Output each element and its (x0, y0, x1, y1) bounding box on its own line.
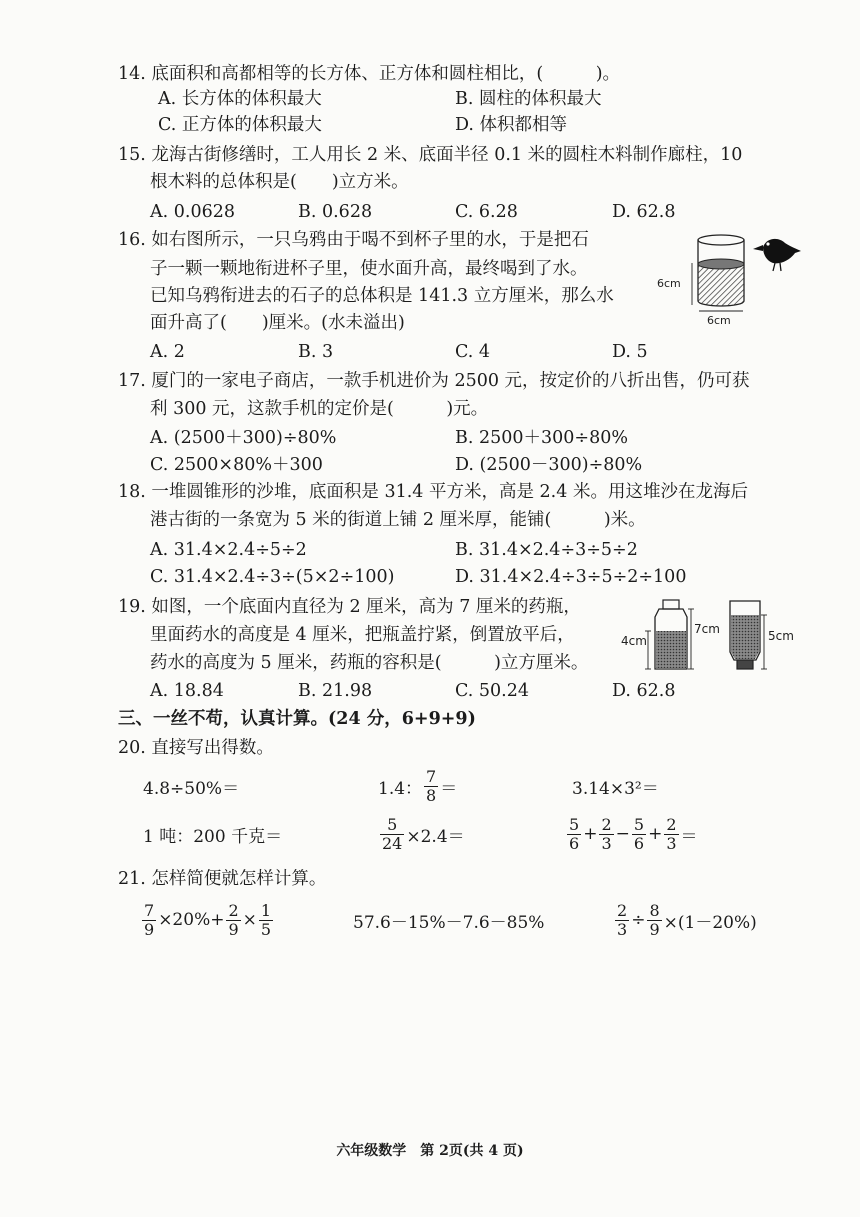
question-18-stem-line2: 港古街的一条宽为 5 米的街道上铺 2 厘米厚，能铺( )米。 (150, 510, 646, 530)
inverted-liquid-height-label: 5cm (768, 629, 794, 643)
q14-option-b: B. 圆柱的体积最大 (455, 89, 602, 109)
q16-option-c: C. 4 (455, 342, 491, 362)
fraction (567, 816, 581, 853)
q20-e5-suffix: ×2.4＝ (406, 826, 465, 847)
q20-e2-suffix: ＝ (440, 778, 458, 799)
operator: × (242, 910, 257, 930)
water-height-label: 6cm (657, 277, 681, 290)
denominator: 9 (228, 919, 239, 939)
fraction (632, 816, 646, 853)
numerator: 7 (144, 900, 155, 920)
page-footer: 六年级数学 第 2页(共 4 页) (336, 1143, 524, 1159)
question-17-stem-line2: 利 300 元，这款手机的定价是( )元。 (150, 399, 489, 419)
numerator: 2 (228, 900, 239, 920)
q19-option-b: B. 21.98 (298, 681, 373, 701)
question-16-stem-line2: 子一颗一颗地衔进杯子里，使水面升高，最终喝到了水。 (150, 259, 588, 279)
bottle-height-label: 7cm (694, 622, 720, 636)
fraction (142, 902, 156, 939)
q20-expression-6 (565, 814, 698, 854)
equals: ＝ (680, 826, 698, 847)
q17-option-b: B. 2500＋300÷80% (455, 428, 628, 448)
q20-e2-prefix: 1.4： (378, 778, 423, 799)
numerator: 2 (601, 814, 612, 834)
q21-e3-tail: ×(1－20%) (663, 912, 757, 933)
fraction (259, 902, 273, 939)
numerator: 7 (426, 766, 437, 786)
crow-icon (753, 239, 801, 271)
fraction (615, 902, 629, 939)
operator: + (648, 824, 663, 844)
medicine-bottles-figure (618, 597, 798, 672)
inverted-bottle-icon (730, 601, 760, 669)
q21-expression-1 (140, 898, 275, 942)
q19-option-a: A. 18.84 (150, 681, 224, 701)
q18-option-d: D. 31.4×2.4÷3÷5÷2÷100 (455, 567, 687, 587)
denominator: 3 (617, 919, 628, 939)
q14-option-d: D. 体积都相等 (455, 115, 568, 135)
fraction (647, 902, 661, 939)
fraction (226, 902, 240, 939)
cup-and-crow-figure (655, 225, 805, 325)
denominator: 9 (649, 919, 660, 939)
q16-option-d: D. 5 (612, 342, 648, 362)
denominator: 24 (382, 833, 403, 853)
question-15-stem-line2: 根木料的总体积是( )立方米。 (150, 172, 409, 192)
q16-option-b: B. 3 (298, 342, 334, 362)
section-3-heading: 三、一丝不苟，认真计算。(24 分，6+9+9) (118, 709, 476, 729)
q14-option-a: A. 长方体的体积最大 (158, 89, 322, 109)
q21-expression-3 (613, 898, 757, 942)
denominator: 5 (260, 919, 272, 939)
numerator: 5 (380, 816, 404, 835)
question-18-stem-line1: 18. 一堆圆锥形的沙堆，底面积是 31.4 平方米，高是 2.4 米。用这堆沙在龙海后 (118, 482, 748, 502)
denominator: 6 (569, 833, 580, 853)
denominator: 9 (144, 919, 155, 939)
numerator: 5 (569, 814, 580, 834)
q20-expression-3 (572, 772, 659, 800)
q19-option-d: D. 62.8 (612, 681, 676, 701)
q20-expression-1 (143, 772, 239, 800)
cup-width-label: 6cm (707, 314, 731, 325)
liquid-height-label: 4cm (621, 634, 647, 648)
q18-option-a: A. 31.4×2.4÷5÷2 (150, 540, 307, 560)
q20-e4-text: 1 吨：200 千克＝ (143, 826, 283, 847)
question-16-stem-line4: 面升高了( )厘米。(水未溢出) (150, 313, 405, 333)
q17-option-d: D. (2500－300)÷80% (455, 455, 643, 475)
q15-option-a: A. 0.0628 (150, 202, 235, 222)
question-15-stem-line1: 15. 龙海古街修缮时，工人用长 2 米、底面半径 0.1 米的圆柱木料制作廊柱，10 (118, 145, 743, 165)
q20-e1-text: 4.8÷50%＝ (143, 778, 240, 799)
q21-expression-2 (353, 906, 544, 934)
q20-expression-5 (378, 814, 465, 854)
numerator: 5 (633, 814, 645, 834)
question-16-stem-line3: 已知乌鸦衔进去的石子的总体积是 141.3 立方厘米，那么水 (150, 286, 614, 306)
fraction (424, 768, 438, 805)
q14-option-c: C. 正方体的体积最大 (158, 115, 322, 135)
question-20-title: 20. 直接写出得数。 (118, 738, 274, 758)
question-17-stem-line1: 17. 厦门的一家电子商店，一款手机进价为 2500 元，按定价的八折出售，仍可获 (118, 371, 750, 391)
q15-option-c: C. 6.28 (455, 202, 518, 222)
q20-expression-4 (143, 820, 282, 848)
numerator: 1 (260, 900, 272, 920)
q20-e3-text: 3.14×3²＝ (572, 778, 659, 799)
denominator: 8 (426, 785, 437, 805)
question-16-stem-line1: 16. 如右图所示，一只乌鸦由于喝不到杯子里的水，于是把石 (118, 230, 589, 250)
denominator: 6 (633, 833, 645, 853)
question-19-stem-line3: 药水的高度为 5 厘米，药瓶的容积是( )立方厘米。 (150, 653, 589, 673)
numerator: 8 (649, 900, 660, 920)
q18-option-b: B. 31.4×2.4÷3÷5÷2 (455, 540, 638, 560)
question-14-stem: 14. 底面积和高都相等的长方体、正方体和圆柱相比，( )。 (118, 64, 621, 84)
q17-option-a: A. (2500＋300)÷80% (150, 428, 337, 448)
denominator: 3 (666, 833, 677, 853)
numerator: 2 (617, 900, 628, 920)
numerator: 2 (666, 814, 677, 834)
question-19-stem-line2: 里面药水的高度是 4 厘米，把瓶盖拧紧，倒置放平后， (150, 625, 575, 645)
operator: + (583, 824, 598, 844)
operator: ×20%+ (158, 910, 225, 930)
operator: ÷ (631, 910, 646, 930)
q18-option-c: C. 31.4×2.4÷3÷(5×2÷100) (150, 567, 395, 587)
cup-icon (698, 235, 744, 306)
fraction (599, 816, 613, 853)
q15-option-b: B. 0.628 (298, 202, 373, 222)
denominator: 3 (601, 833, 612, 853)
operator: − (615, 824, 630, 844)
q16-option-a: A. 2 (150, 342, 185, 362)
q20-expression-2 (378, 766, 457, 806)
fraction (664, 816, 678, 853)
q19-option-c: C. 50.24 (455, 681, 529, 701)
q17-option-c: C. 2500×80%＋300 (150, 455, 323, 475)
question-19-stem-line1: 19. 如图，一个底面内直径为 2 厘米，高为 7 厘米的药瓶， (118, 597, 581, 617)
q21-e2-text: 57.6－15%－7.6－85% (353, 912, 545, 933)
q15-option-d: D. 62.8 (612, 202, 676, 222)
question-21-title: 21. 怎样简便就怎样计算。 (118, 869, 327, 889)
upright-bottle-icon (655, 600, 687, 669)
fraction (380, 816, 404, 853)
